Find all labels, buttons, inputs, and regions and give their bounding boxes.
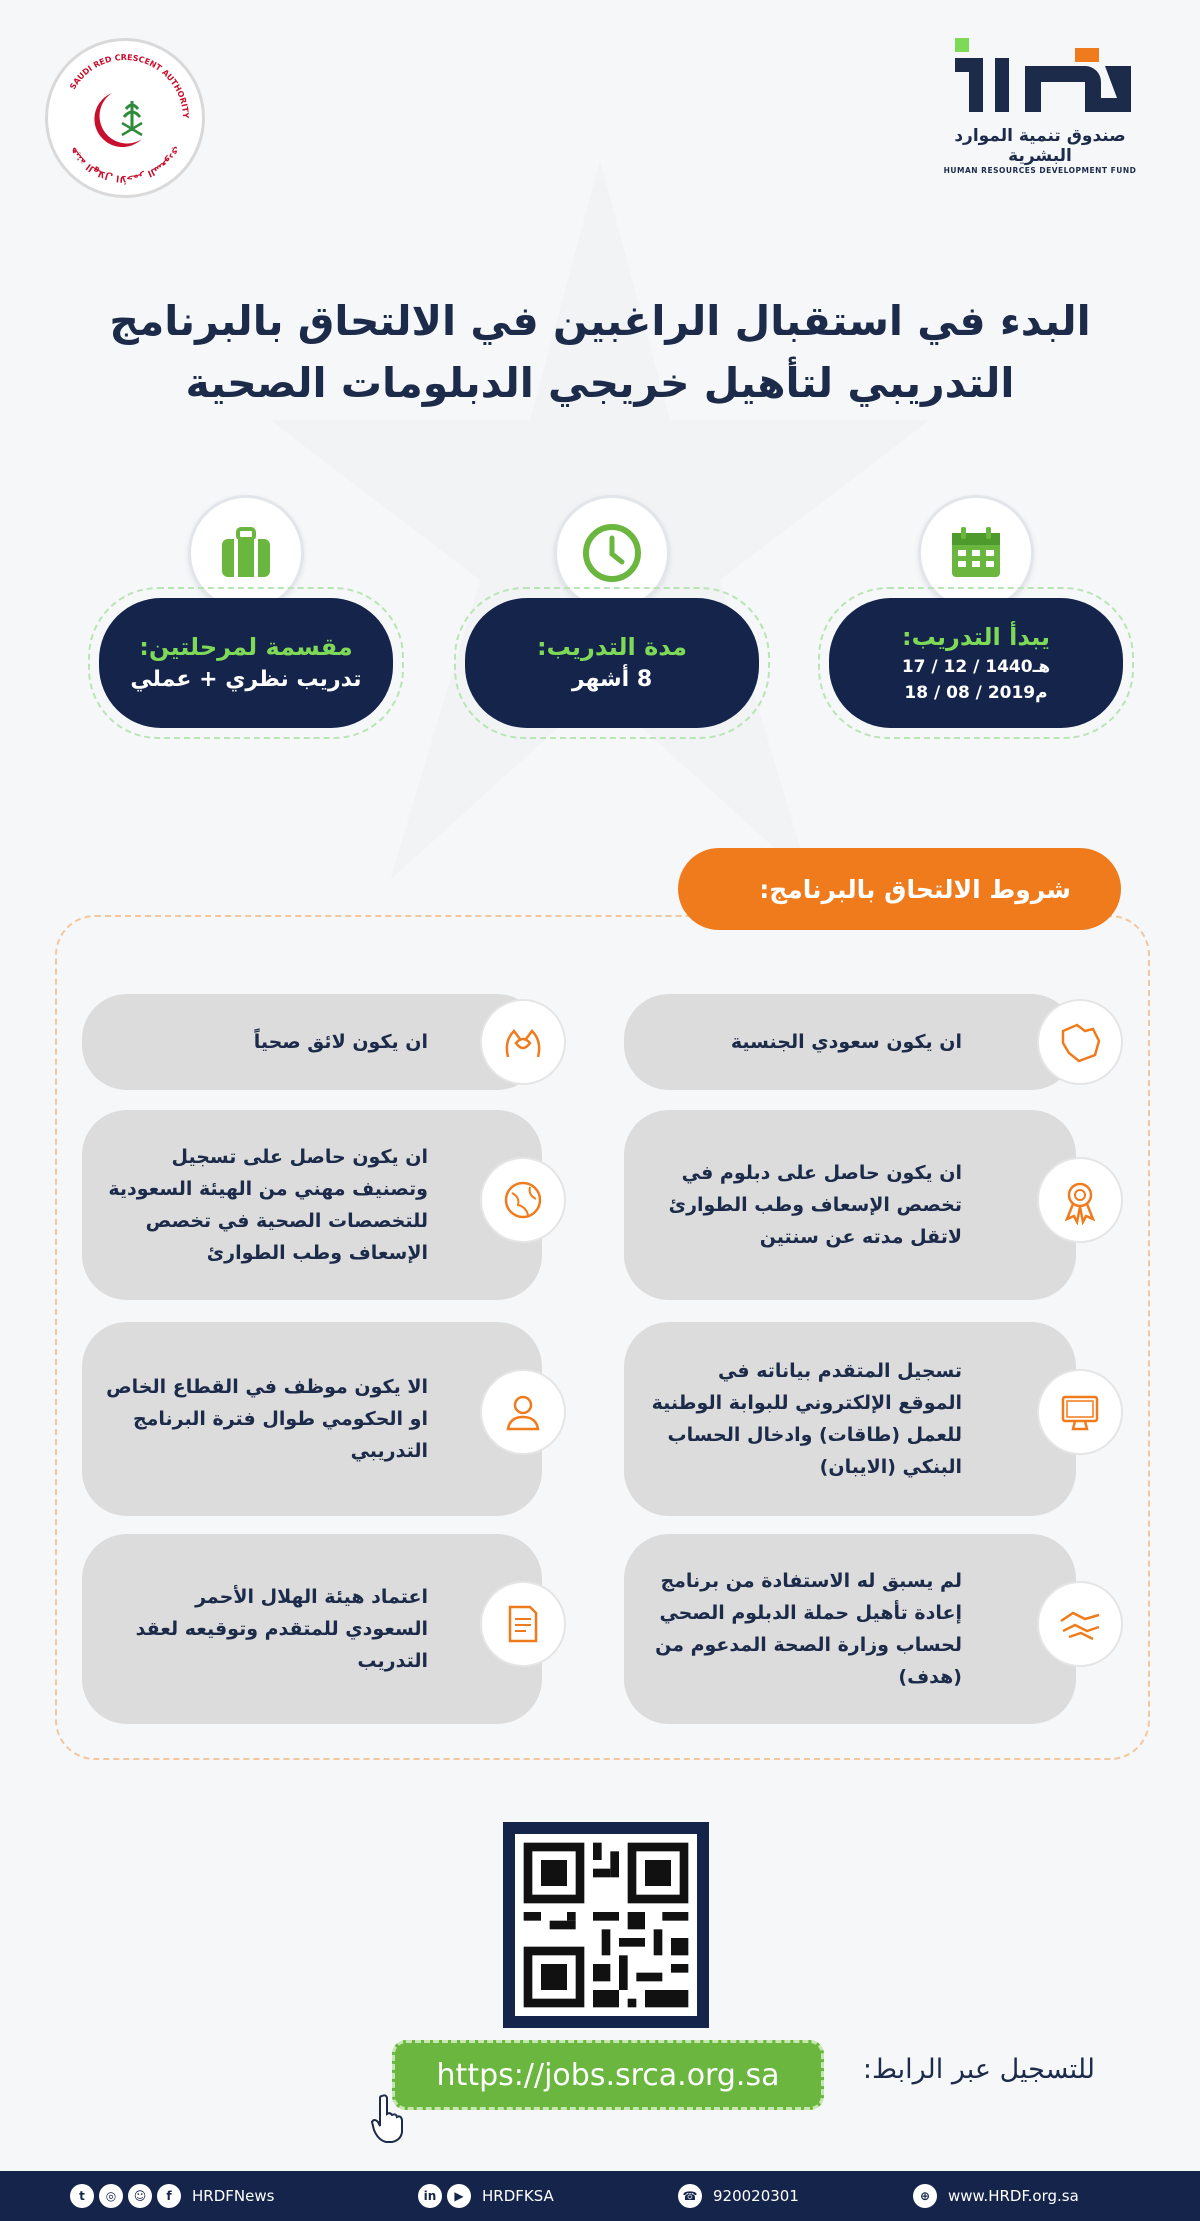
phone-icon: ☎ bbox=[678, 2184, 702, 2208]
start-date-card bbox=[818, 587, 1134, 739]
website-link[interactable]: www.HRDF.org.sa bbox=[948, 2187, 1079, 2205]
snapchat-icon[interactable]: ☺ bbox=[128, 2184, 152, 2208]
saudi-map-icon bbox=[1037, 999, 1123, 1085]
phases-label: مقسمة لمرحلتين: bbox=[139, 633, 353, 661]
linkedin-youtube-group bbox=[418, 2184, 554, 2208]
condition-text: ان يكون سعودي الجنسية bbox=[730, 1031, 962, 1053]
condition-text: ان يكون حاصل على تسجيل وتصنيف مهني من الهيئة السعودية للتخصصات الصحية في تخصص الإسعاف وطب الطوارئ bbox=[108, 1146, 428, 1264]
pointer-hand-icon bbox=[368, 2092, 408, 2144]
globe-web-icon: ⊕ bbox=[913, 2184, 937, 2208]
social-handle[interactable]: HRDFNews bbox=[192, 2187, 275, 2205]
twitter-icon[interactable]: t bbox=[70, 2184, 94, 2208]
condition-text: تسجيل المتقدم بياناته في الموقع الإلكتروني للبوابة الوطنية للعمل (طاقات) وادخال الحساب البنكي (الايبان) bbox=[651, 1360, 962, 1478]
phone-group bbox=[678, 2184, 799, 2208]
youtube-icon[interactable]: ▶ bbox=[447, 2184, 471, 2208]
srca-logo bbox=[45, 38, 205, 198]
title-line-2: التدريبي لتأهيل خريجي الدبلومات الصحية bbox=[185, 359, 1015, 407]
condition-text: ان يكون حاصل على دبلوم في تخصص الإسعاف وطب الطوارئ لاتقل مدته عن سنتين bbox=[668, 1162, 962, 1248]
srca-emblem-icon bbox=[50, 43, 200, 193]
hrdf-mark-icon bbox=[935, 38, 1145, 118]
person-icon bbox=[480, 1369, 566, 1455]
phases-card bbox=[88, 587, 404, 739]
facebook-icon[interactable]: f bbox=[157, 2184, 181, 2208]
duration-card bbox=[454, 587, 770, 739]
condition-card bbox=[82, 1110, 542, 1300]
condition-text: اعتماد هيئة الهلال الأحمر السعودي للمتقدم وتوقيعه لعقد التدريب bbox=[135, 1586, 428, 1672]
condition-text: لم يسبق له الاستفادة من برنامج إعادة تأهيل حملة الدبلوم الصحي لحساب وزارة الصحة المدعوم من (هدف) bbox=[655, 1570, 962, 1688]
condition-card bbox=[82, 1322, 542, 1516]
linkedin-youtube-handle[interactable]: HRDFKSA bbox=[482, 2187, 554, 2205]
condition-card bbox=[624, 1534, 1076, 1724]
condition-text: ان يكون لائق صحياً bbox=[253, 1031, 428, 1053]
instagram-icon[interactable]: ◎ bbox=[99, 2184, 123, 2208]
start-date-label: يبدأ التدريب: bbox=[902, 623, 1050, 651]
duration-label: مدة التدريب: bbox=[537, 633, 687, 661]
title-line-1: البدء في استقبال الراغبين في الالتحاق بالبرنامج bbox=[109, 297, 1091, 345]
conditions-title: شروط الالتحاق بالبرنامج: bbox=[678, 848, 1121, 930]
healthy-hands-icon bbox=[480, 999, 566, 1085]
hrdf-name-en: HUMAN RESOURCES DEVELOPMENT FUND bbox=[943, 166, 1137, 175]
hrdf-name-ar: صندوق تنمية الموارد البشرية bbox=[954, 126, 1126, 166]
condition-card bbox=[82, 994, 542, 1090]
award-icon bbox=[1037, 1157, 1123, 1243]
qr-code-icon bbox=[515, 1834, 697, 2016]
registration-url-button[interactable]: https://jobs.srca.org.sa bbox=[392, 2040, 824, 2110]
phone-number[interactable]: 920020301 bbox=[713, 2187, 799, 2205]
condition-card bbox=[624, 1322, 1076, 1516]
linkedin-icon[interactable]: in bbox=[418, 2184, 442, 2208]
start-date-gregorian: 18 / 08 / 2019م bbox=[904, 683, 1048, 703]
page-title bbox=[100, 290, 1100, 414]
social-group bbox=[70, 2184, 274, 2208]
condition-text: الا يكون موظف في القطاع الخاص او الحكومي طوال فترة البرنامج التدريبي bbox=[106, 1376, 428, 1462]
condition-card bbox=[624, 994, 1076, 1090]
monitor-icon bbox=[1037, 1369, 1123, 1455]
svg-text:SAUDI RED CRESCENT AUTHORITY: SAUDI RED CRESCENT AUTHORITY bbox=[68, 52, 191, 119]
handshake-icon bbox=[1037, 1581, 1123, 1667]
registration-label: للتسجيل عبر الرابط: bbox=[862, 2054, 1095, 2085]
svg-text:هيئة الهلال الأحمر السعودي: هيئة الهلال الأحمر السعودي bbox=[68, 144, 182, 184]
start-date-hijri: 17 / 12 / 1440هـ bbox=[901, 657, 1051, 677]
document-icon bbox=[480, 1581, 566, 1667]
qr-code[interactable] bbox=[503, 1822, 709, 2028]
website-group bbox=[913, 2184, 1079, 2208]
duration-value: 8 أشهر bbox=[571, 667, 653, 692]
condition-card bbox=[82, 1534, 542, 1724]
globe-icon bbox=[480, 1157, 566, 1243]
hrdf-logo bbox=[920, 38, 1160, 173]
footer bbox=[0, 2171, 1200, 2221]
condition-card bbox=[624, 1110, 1076, 1300]
phases-value: تدريب نظري + عملي bbox=[130, 667, 362, 692]
